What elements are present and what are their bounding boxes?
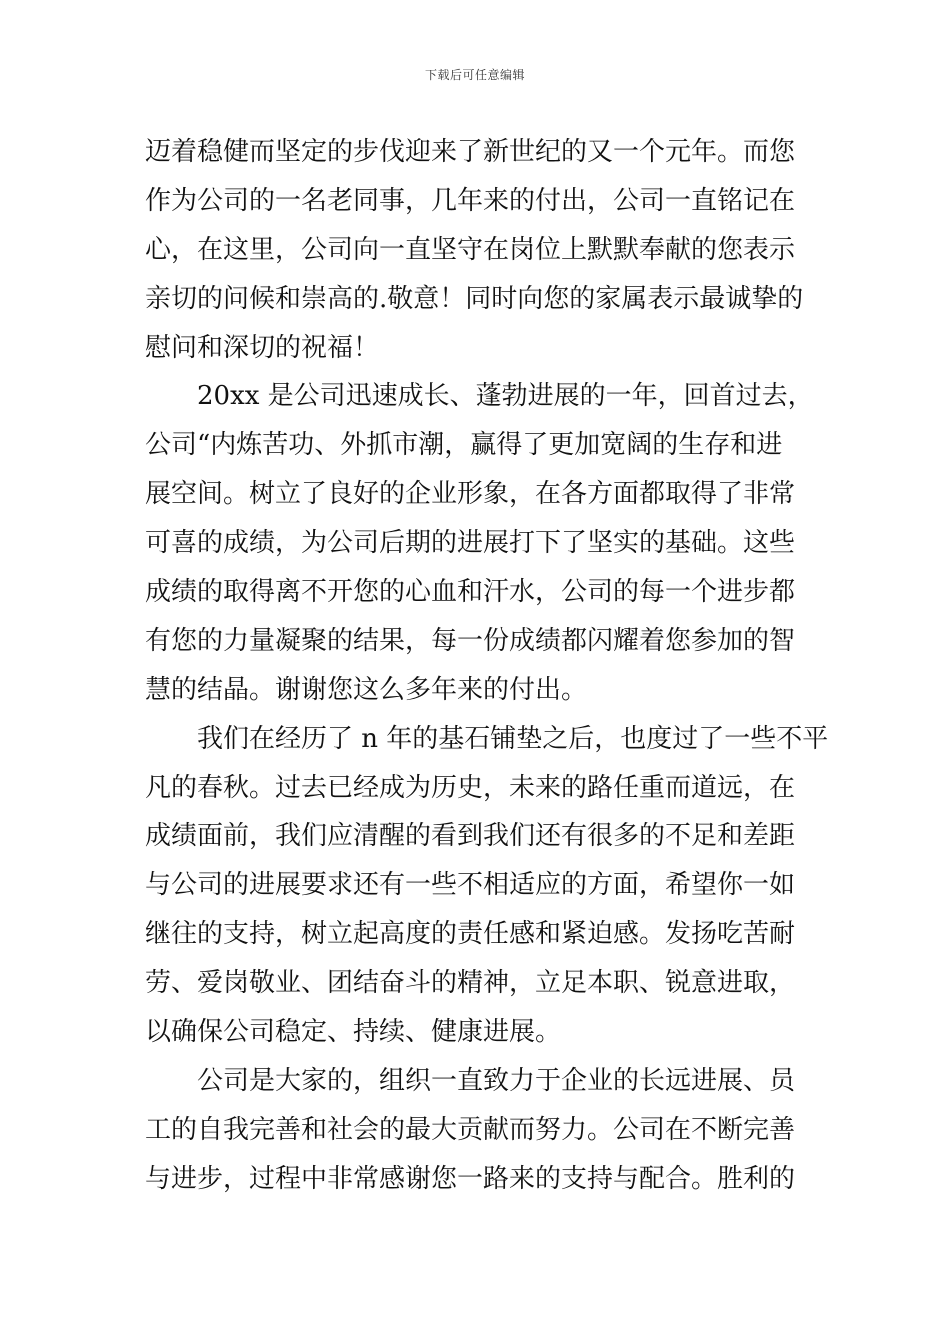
text-line: 继往的支持，树立起高度的责任感和紧迫感。发扬吃苦耐 (145, 919, 796, 950)
text-line: 迈着稳健而坚定的步伐迎来了新世纪的又一个元年。而您 (145, 137, 796, 167)
text-line: 工的自我完善和社会的最大贡献而努力。公司在不断完善 (145, 1114, 796, 1145)
text-line: 慰问和深切的祝福！ (145, 332, 380, 363)
text-line: 劳、爱岗敬业、团结奋斗的精神，立足本职、锐意进取， (145, 968, 796, 999)
text-line: 20xx 是公司迅速成长、蓬勃进展的一年，回首过去， (197, 381, 814, 412)
text-line: 凡的春秋。过去已经成为历史，未来的路任重而道远，在 (145, 772, 796, 803)
text-line: 亲切的问候和崇高的.敬意！同时向您的家属表示最诚挚的 (145, 283, 804, 314)
text-line: 有您的力量凝聚的结果，每一份成绩都闪耀着您参加的智 (145, 625, 796, 656)
text-line: 我们在经历了 n 年的基石铺垫之后，也度过了一些不平 (197, 723, 829, 754)
page-header-note: 下载后可任意编辑 (424, 68, 525, 82)
document-body (145, 128, 829, 1204)
text-line: 展空间。树立了良好的企业形象，在各方面都取得了非常 (145, 479, 796, 510)
text-line: 公司是大家的，组织一直致力于企业的长远进展、员 (197, 1065, 796, 1096)
paragraph-3 (145, 715, 829, 1057)
text-line: 公司“内炼苦功、外抓市潮，赢得了更加宽阔的生存和进 (145, 430, 783, 461)
text-line: 与进步，过程中非常感谢您一路来的支持与配合。胜利的 (145, 1163, 796, 1194)
paragraph-1 (145, 128, 810, 372)
text-line: 可喜的成绩，为公司后期的进展打下了坚实的基础。这些 (145, 528, 796, 559)
text-line: 与公司的进展要求还有一些不相适应的方面，希望你一如 (145, 870, 796, 901)
paragraph-4 (145, 1057, 810, 1204)
text-line: 慧的结晶。谢谢您这么多年来的付出。 (145, 674, 588, 705)
text-line: 成绩的取得离不开您的心血和汗水，公司的每一个进步都 (145, 577, 796, 608)
text-line: 心，在这里，公司向一直坚守在岗位上默默奉献的您表示 (145, 234, 796, 265)
text-line: 以确保公司稳定、持续、健康进展。 (145, 1017, 562, 1048)
paragraph-2 (145, 372, 814, 714)
text-line: 作为公司的一名老同事，几年来的付出，公司一直铭记在 (145, 185, 796, 216)
text-line: 成绩面前，我们应清醒的看到我们还有很多的不足和差距 (145, 821, 796, 852)
